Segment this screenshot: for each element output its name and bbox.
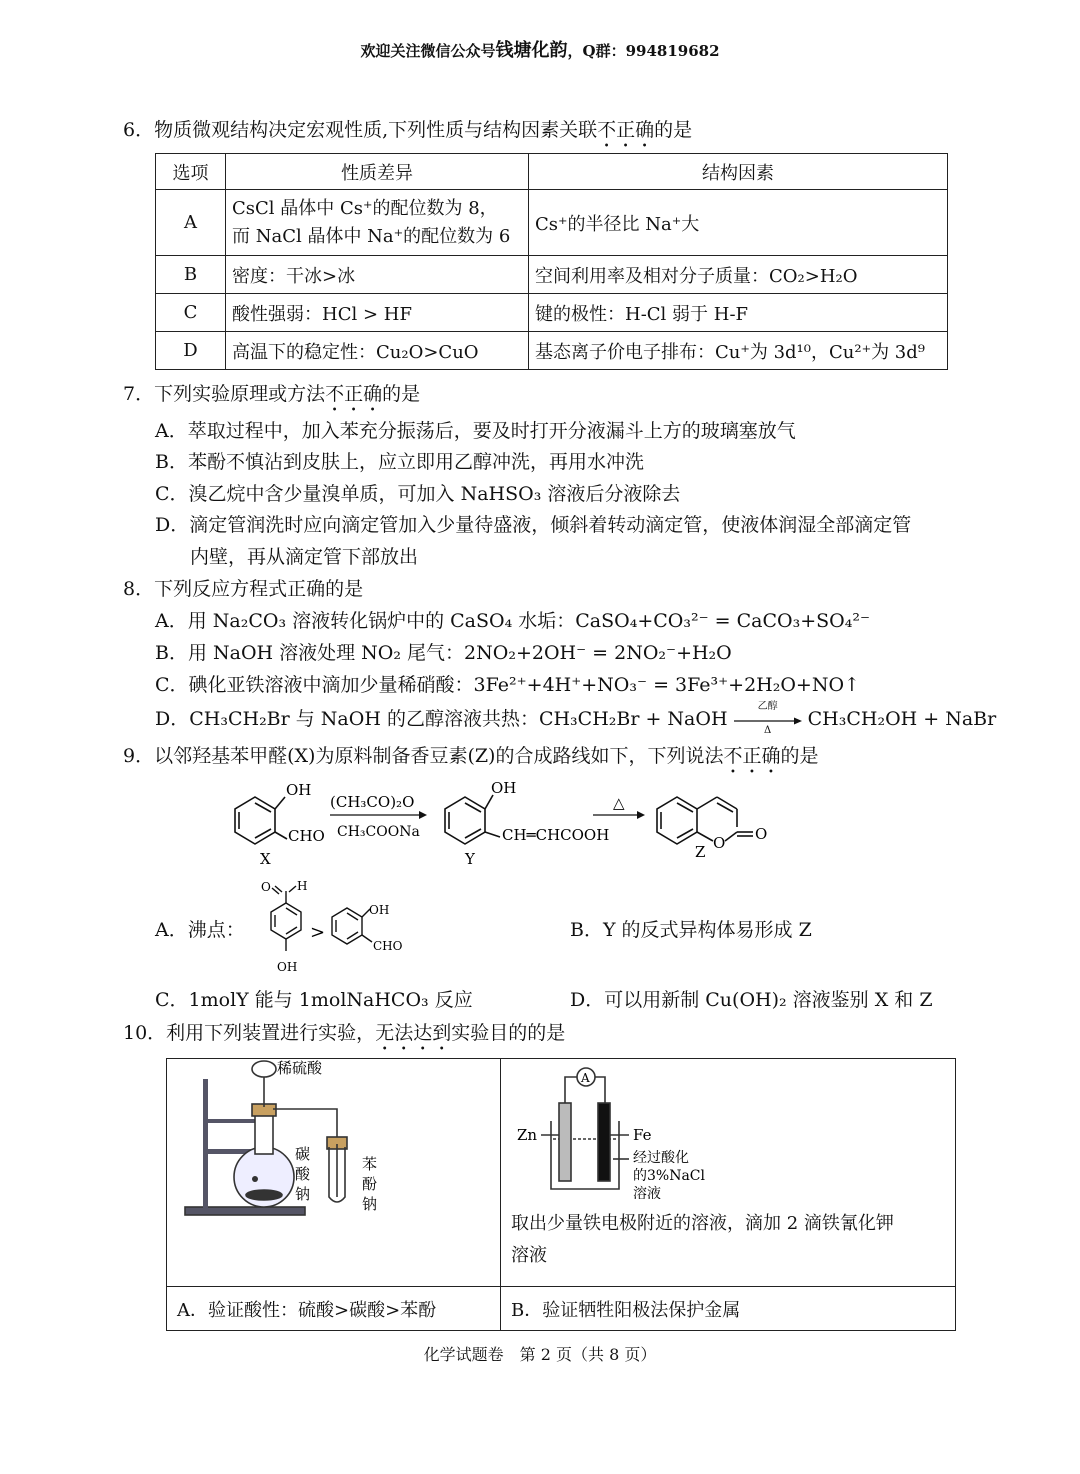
q10-figure-b-cell: [501, 1059, 956, 1287]
q8-stem: 8．下列反应方程式正确的是: [123, 578, 364, 600]
q6-row-option: B: [156, 256, 226, 294]
label-y: Y: [465, 850, 475, 868]
table-row: [156, 294, 948, 332]
svg-text:钠: 钠: [362, 1195, 378, 1213]
table-row: [156, 190, 948, 256]
svg-text:苯: 苯: [362, 1155, 378, 1173]
q7-option-b: B．苯酚不慎沾到皮肤上，应立即用乙醇冲洗，再用水冲洗: [155, 451, 644, 473]
page-header: [0, 36, 1080, 62]
svg-text:经过酸化: 经过酸化: [633, 1150, 689, 1166]
q10-stem: 10．利用下列装置进行实验，无法达到实验目的的是: [123, 1022, 566, 1044]
q6-row-property: CsCl 晶体中 Cs⁺的配位数为 8， 而 NaCl 晶体中 Na⁺的配位数为 6: [226, 190, 529, 256]
q7-option-d-cont: 内壁，再从滴定管下部放出: [190, 546, 419, 568]
q6-row-cause: 键的极性：H-Cl 弱于 H-F: [529, 294, 948, 332]
page-footer: 化学试题卷 第 2 页（共 8 页）: [423, 1345, 657, 1364]
label-z: Z: [695, 843, 706, 861]
q8-option-a: A．用 Na₂CO₃ 溶液转化锅炉中的 CaSO₄ 水垢：CaSO₄+CO₃²⁻ = CaCO₃+SO₄²⁻: [155, 610, 870, 632]
q6-row-cause: 基态离子价电子排布：Cu⁺为 3d¹⁰，Cu²⁺为 3d⁹: [529, 332, 948, 370]
q10-figures-row: [167, 1059, 956, 1287]
ortho-oh: OH: [369, 903, 390, 917]
q6-stem: 6．物质微观结构决定宏观性质,下列性质与结构因素关联不正确的是: [123, 119, 693, 141]
label-dilute-sulfuric-acid: 稀硫酸: [277, 1059, 323, 1077]
label-fe: Fe: [633, 1126, 652, 1144]
q10-option-a: A．验证酸性：硫酸>碳酸>苯酚: [167, 1287, 501, 1331]
label-x: X: [260, 850, 271, 868]
q6-row-option: D: [156, 332, 226, 370]
apparatus-sacrificial-anode: [501, 1059, 951, 1199]
ortho-hydroxybenzaldehyde: [332, 908, 372, 944]
reagent-2: CH₃COONa: [337, 824, 420, 840]
para-hydroxybenzaldehyde: [271, 886, 301, 951]
q9-option-a: A．沸点：: [155, 919, 245, 941]
ortho-cho: CHO: [373, 939, 403, 953]
q9-stem: 9．以邻羟基苯甲醛(X)为原料制备香豆素(Z)的合成路线如下，下列说法不正确的是: [123, 745, 819, 767]
q9-option-a-structures: [255, 876, 415, 976]
svg-text:酚: 酚: [362, 1175, 378, 1193]
q6-row-option: A: [156, 190, 226, 256]
svg-text:酸: 酸: [295, 1165, 311, 1183]
q10-table: [166, 1058, 956, 1331]
svg-text:钠: 钠: [295, 1185, 311, 1203]
q10-figure-b-desc: 取出少量铁电极附近的溶液，滴加 2 滴铁氰化钾 溶液: [511, 1213, 894, 1266]
compound-x: [235, 797, 287, 844]
reagent-1: (CH₃CO)₂O: [330, 793, 415, 811]
q6-row-property: 酸性强弱：HCl > HF: [226, 294, 529, 332]
header-brand: 钱塘化韵: [495, 40, 568, 61]
greater-than: >: [310, 922, 326, 943]
q9-option-c: C．1molY 能与 1molNaHCO₃ 反应: [155, 989, 473, 1011]
compound-y: [445, 795, 500, 844]
q8-option-b: B．用 NaOH 溶液处理 NO₂ 尾气：2NO₂+2OH⁻ = 2NO₂⁻+H₂O: [155, 642, 732, 664]
apparatus-acidity: [167, 1059, 497, 1281]
svg-text:溶液: 溶液: [633, 1186, 661, 1199]
header-suffix: ，Q群：994819682: [567, 42, 720, 60]
para-oh: OH: [277, 960, 298, 974]
aldehyde-o: O: [261, 880, 271, 894]
q8-option-d: D．CH₃CH₂Br 与 NaOH 的乙醇溶液共热：CH₃CH₂Br + NaOH 乙醇 Δ CH₃CH₂OH + NaBr: [155, 701, 997, 736]
header-prefix: 欢迎关注微信公众号: [360, 42, 496, 60]
q6-row-property: 密度：干冰>冰: [226, 256, 529, 294]
q6-row-cause: Cs⁺的半径比 Na⁺大: [529, 190, 948, 256]
q6-table: [155, 153, 948, 370]
q6-row-cause: 空间利用率及相对分子质量：CO₂>H₂O: [529, 256, 948, 294]
q9-option-b: B．Y 的反式异构体易形成 Z: [570, 919, 812, 941]
q10-figure-a-cell: [167, 1059, 501, 1287]
x-cho: CHO: [288, 827, 325, 845]
y-oh: OH: [491, 779, 517, 797]
y-chain: CH═CHCOOH: [502, 826, 610, 844]
synthesis-scheme: [215, 775, 815, 875]
table-row: [156, 332, 948, 370]
ammeter-icon: A: [581, 1071, 590, 1085]
q9-option-d: D．可以用新制 Cu(OH)₂ 溶液鉴别 X 和 Z: [570, 989, 933, 1011]
q6-row-option: C: [156, 294, 226, 332]
q6-header-option: 选项: [156, 154, 226, 190]
q8-option-c: C．碘化亚铁溶液中滴加少量稀硝酸：3Fe²⁺+4H⁺+NO₃⁻ = 3Fe³⁺+2H₂O+NO↑: [155, 674, 860, 696]
reaction-arrow: 乙醇 Δ: [734, 710, 802, 730]
arrow-icon: [419, 811, 427, 819]
q7-stem: 7．下列实验原理或方法不正确的是: [123, 383, 421, 405]
z-ring-o: O: [713, 834, 726, 852]
q7-option-a: A．萃取过程中，加入苯充分振荡后，要及时打开分液漏斗上方的玻璃塞放气: [155, 420, 796, 442]
q10-options-row: [167, 1287, 956, 1331]
q6-header-property: 性质差异: [226, 154, 529, 190]
label-zn: Zn: [517, 1126, 538, 1144]
svg-text:的3%NaCl: 的3%NaCl: [633, 1168, 705, 1184]
aldehyde-h: H: [297, 879, 308, 893]
q6-row-property: 高温下的稳定性：Cu₂O>CuO: [226, 332, 529, 370]
heat-symbol: △: [613, 794, 625, 812]
q6-header-row: [156, 154, 948, 190]
compound-z: [657, 797, 753, 844]
q6-header-cause: 结构因素: [529, 154, 948, 190]
table-row: [156, 256, 948, 294]
arrow-icon: [637, 811, 645, 819]
q10-option-b: B．验证牺牲阳极法保护金属: [501, 1287, 956, 1331]
x-oh: OH: [286, 781, 312, 799]
z-carbonyl-o: O: [755, 825, 768, 843]
q7-option-c: C．溴乙烷中含少量溴单质，可加入 NaHSO₃ 溶液后分液除去: [155, 483, 681, 505]
q7-option-d: D．滴定管润洗时应向滴定管加入少量待盛液，倾斜着转动滴定管，使液体润湿全部滴定管: [155, 514, 912, 536]
svg-text:碳: 碳: [295, 1145, 311, 1163]
